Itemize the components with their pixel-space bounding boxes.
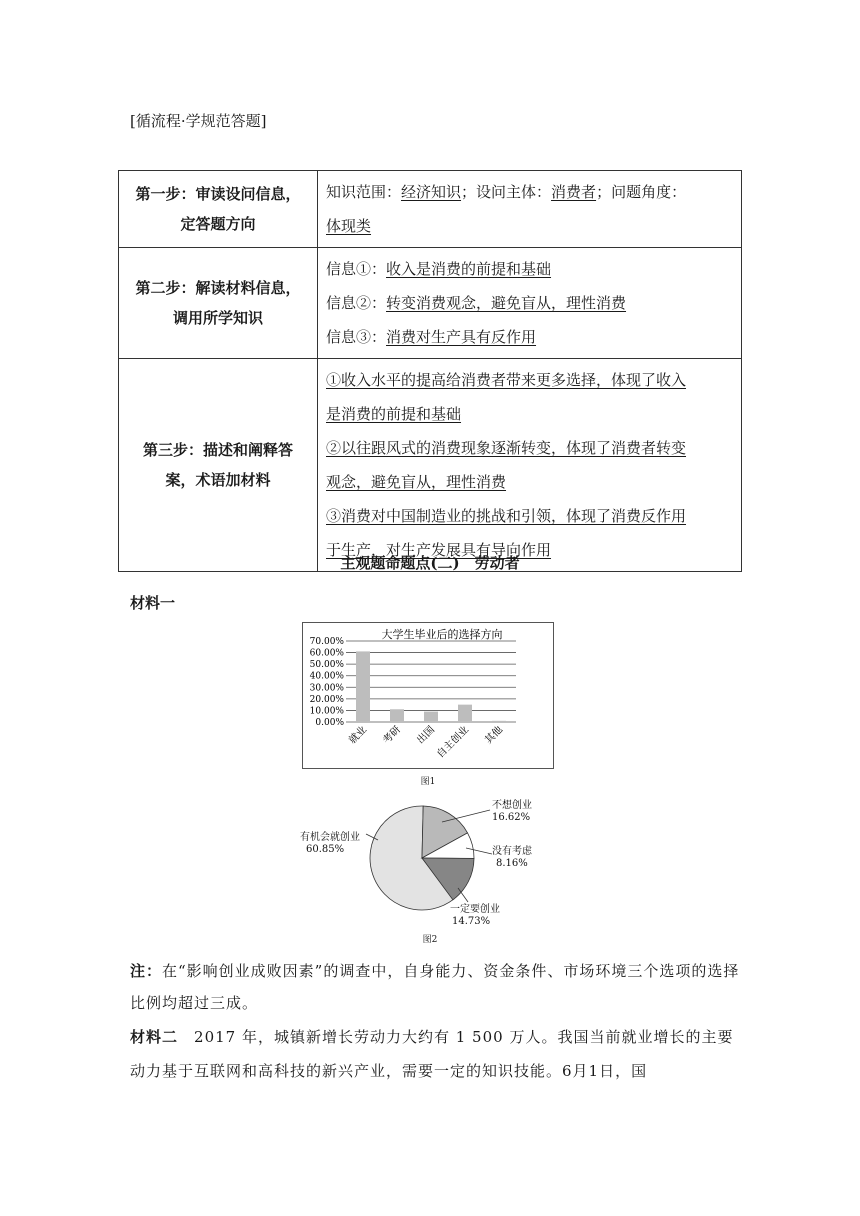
- text-run: ；设问主体：: [461, 183, 552, 201]
- figure-1-caption: 图1: [420, 777, 436, 787]
- pie-value: 14.73%: [452, 916, 491, 927]
- bar: [356, 651, 370, 722]
- step-label-line: 案，术语加材料: [165, 471, 271, 489]
- content-line: 于生产，对生产发展具有导向作用: [326, 541, 552, 559]
- section-heading: [循流程·学规范答题]: [130, 112, 267, 130]
- content-line: 是消费的前提和基础: [326, 405, 462, 423]
- bar: [492, 721, 506, 722]
- content-line: [326, 286, 735, 320]
- x-tick-label: 考研: [381, 724, 404, 747]
- table-row: [119, 359, 742, 572]
- content-line: ①收入水平的提高给消费者带来更多选择，体现了收入: [326, 371, 687, 389]
- y-tick-label: 30.00%: [309, 683, 344, 694]
- y-tick-label: 70.00%: [309, 637, 344, 647]
- y-tick-label: 20.00%: [309, 694, 344, 705]
- step-cell: [119, 248, 318, 359]
- y-tick-label: 10.00%: [309, 706, 344, 717]
- bar: [458, 705, 472, 722]
- pie-label: 一定要创业: [450, 904, 500, 915]
- text-run: 信息①：: [326, 260, 387, 278]
- step-label-line: 第三步：描述和阐释答: [142, 441, 293, 459]
- text-run: 信息②：: [326, 294, 387, 312]
- pie-value: 16.62%: [492, 812, 531, 823]
- x-tick-label: 其他: [483, 724, 506, 747]
- underlined-text: 消费者: [551, 183, 597, 201]
- pie-chart: [290, 790, 560, 930]
- content-line: [326, 209, 735, 243]
- underlined-text: 消费对生产具有反作用: [386, 328, 537, 346]
- bar-chart: [302, 622, 554, 770]
- content-line: [326, 175, 735, 209]
- step-label-line: 调用所学知识: [172, 309, 263, 327]
- step-label-line: 第二步：解读材料信息，: [135, 279, 301, 297]
- step-cell: [119, 171, 318, 248]
- underlined-text: 经济知识: [401, 183, 462, 201]
- content-line: [326, 252, 735, 286]
- x-tick-label: 出国: [415, 724, 438, 747]
- material-two-text: 2017 年，城镇新增长劳动力大约有 1 500 万人。我国当前就业增长的主要动力基于互联网和高科技的新兴产业，需要一定的知识技能。6月1日，国: [130, 1028, 734, 1080]
- subsection-title: 主观题命题点(二) 劳动者: [340, 554, 520, 572]
- answer-steps-table: [118, 170, 742, 572]
- text-run: 知识范围：: [326, 183, 402, 201]
- y-tick-label: 60.00%: [309, 648, 344, 659]
- step-content: [318, 359, 742, 572]
- y-tick-label: 0.00%: [315, 718, 344, 728]
- step-cell: [119, 359, 318, 572]
- note-text: 在“影响创业成败因素”的调查中，自身能力、资金条件、市场环境三个选项的选择比例均超过三成。: [130, 962, 740, 1012]
- pie-label: 有机会就创业: [300, 832, 360, 843]
- note-label: 注：: [130, 962, 163, 980]
- x-tick-label: 就业: [347, 724, 370, 747]
- pie-label: 不想创业: [492, 800, 532, 811]
- content-line: ②以往跟风式的消费现象逐渐转变，体现了消费者转变: [326, 439, 687, 457]
- step-label-line: 定答题方向: [180, 215, 256, 233]
- underlined-text: 体现类: [326, 217, 372, 235]
- y-tick-label: 40.00%: [309, 671, 344, 682]
- material-two-paragraph: [130, 1020, 742, 1088]
- bar: [424, 712, 438, 722]
- material-one-label: 材料一: [130, 594, 176, 612]
- content-line: 观念，避免盲从，理性消费: [326, 473, 507, 491]
- x-tick-label: 自主创业: [435, 724, 472, 761]
- step-content: [318, 248, 742, 359]
- y-tick-label: 50.00%: [309, 660, 344, 671]
- pie-label: 没有考虑: [492, 846, 532, 857]
- underlined-text: 收入是消费的前提和基础: [386, 260, 552, 278]
- step-label-line: 第一步：审读设问信息，: [135, 185, 301, 203]
- chart-title: 大学生毕业后的选择方向: [381, 628, 503, 641]
- underlined-text: 转变消费观念，避免盲从，理性消费: [386, 294, 627, 312]
- pie-value: 8.16%: [496, 858, 528, 869]
- note-paragraph: [130, 955, 742, 1019]
- step-content: [318, 171, 742, 248]
- text-run: ；问题角度：: [596, 183, 687, 201]
- pie-value: 60.85%: [306, 844, 345, 855]
- material-two-label: 材料二: [130, 1028, 179, 1046]
- figure-2-caption: 图2: [422, 935, 438, 945]
- bar: [390, 709, 404, 722]
- content-line: [326, 320, 735, 354]
- content-line: ③消费对中国制造业的挑战和引领，体现了消费反作用: [326, 507, 687, 525]
- text-run: 信息③：: [326, 328, 387, 346]
- table-row: [119, 248, 742, 359]
- table-row: [119, 171, 742, 248]
